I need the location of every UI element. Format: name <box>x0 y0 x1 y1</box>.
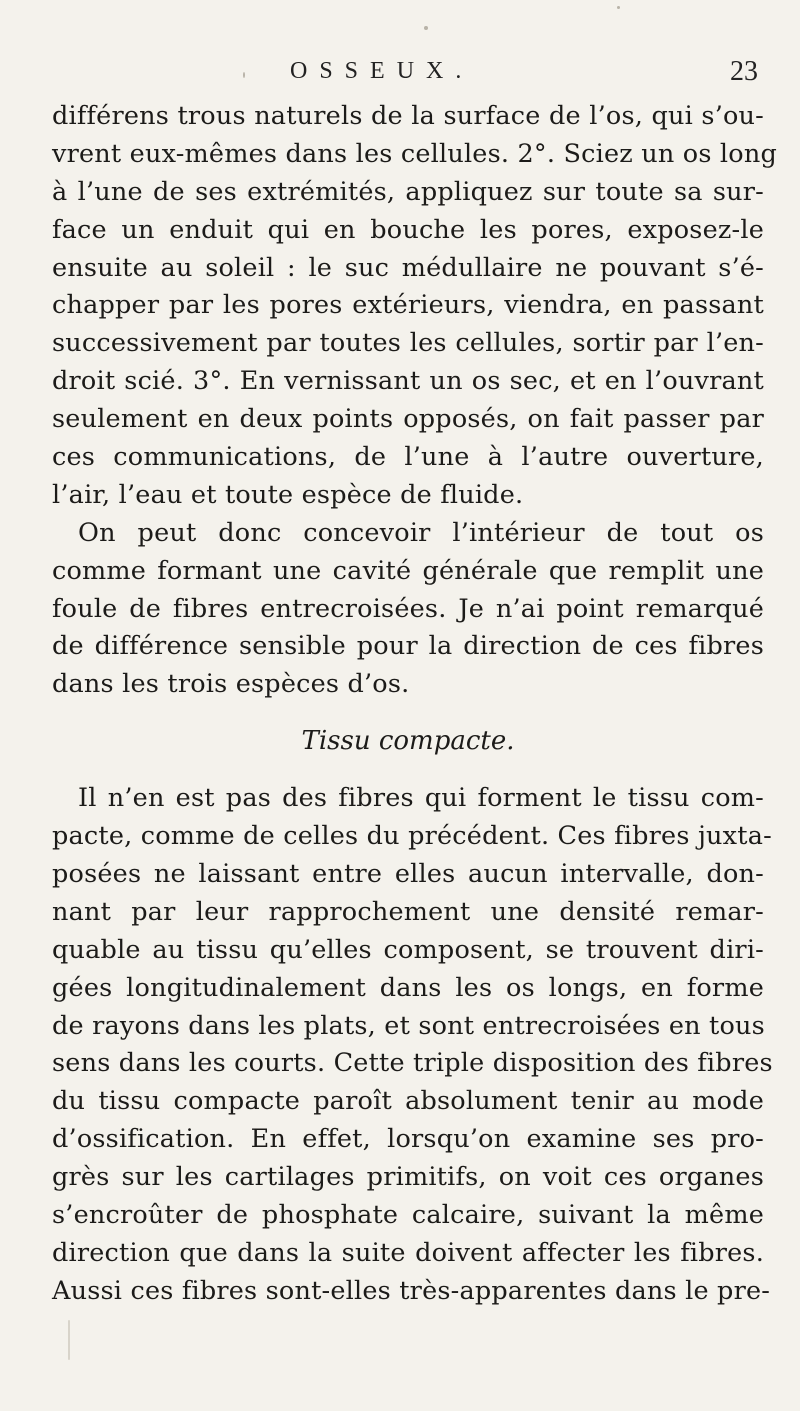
paper-speck <box>243 72 245 78</box>
text-line: du tissu compacte paroît absolument tenir au mode <box>52 1086 764 1117</box>
text-line: ces communications, de l’une à l’autre ouverture, <box>52 442 764 473</box>
paper-speck <box>617 6 620 9</box>
text-line: comme formant une cavité générale que remplit une <box>52 555 764 586</box>
text-line: d’ossification. En effet, lorsqu’on examine ses pro- <box>52 1124 764 1155</box>
text-line: Aussi ces fibres sont-elles très-apparentes dans le pre- <box>52 1275 771 1306</box>
text-line: direction que dans la suite doivent affecter les fibres. <box>52 1237 764 1268</box>
text-line: s’encroûter de phosphate calcaire, suivant la même <box>52 1200 764 1231</box>
text-line: à l’une de ses extrémités, appliquez sur toute sa sur- <box>52 176 764 207</box>
text-line: posées ne laissant entre elles aucun intervalle, don- <box>52 859 764 890</box>
text-line: vrent eux-mêmes dans les cellules. 2°. Sciez un os long <box>52 138 777 169</box>
text-line: gées longitudinalement dans les os longs, en forme <box>52 972 764 1003</box>
text-line: grès sur les cartilages primitifs, on voit ces organes <box>52 1162 764 1193</box>
text-line: de différence sensible pour la direction de ces fibres <box>52 631 764 662</box>
text-line: différens trous naturels de la surface de l’os, qui s’ou- <box>52 101 764 131</box>
body-text <box>52 98 777 1311</box>
paragraph-3 <box>52 780 773 1310</box>
text-line: pacte, comme de celles du précédent. Ces fibres juxta- <box>52 821 772 852</box>
text-line: droit scié. 3°. En vernissant un os sec, et en l’ouvrant <box>52 366 764 397</box>
running-head: OSSEUX. <box>290 58 474 84</box>
page-number: 23 <box>730 56 758 87</box>
page-header <box>0 58 800 98</box>
paper-speck <box>68 1320 70 1360</box>
text-line: nant par leur rapprochement une densité remar- <box>52 896 764 927</box>
text-line: sens dans les courts. Cette triple disposition des fibres <box>52 1048 773 1079</box>
text-line: foule de fibres entrecroisées. Je n’ai point remarqué <box>52 593 764 624</box>
section-heading: Tissu compacte. <box>301 726 515 757</box>
text-line: chapper par les pores extérieurs, viendra, en passant <box>52 290 764 321</box>
text-line: de rayons dans les plats, et sont entrecroisées en tous <box>52 1010 765 1041</box>
paragraph-1 <box>52 98 777 515</box>
text-line: dans les trois espèces d’os. <box>52 669 410 700</box>
text-line: seulement en deux points opposés, on fait passer par <box>52 404 764 435</box>
text-line: l’air, l’eau et toute espèce de fluide. <box>52 479 524 510</box>
paragraph-2 <box>52 515 764 704</box>
text-line: quable au tissu qu’elles composent, se trouvent diri- <box>52 934 764 965</box>
text-line: On peut donc concevoir l’intérieur de tout os <box>78 517 764 548</box>
text-line: Il n’en est pas des fibres qui forment le tissu com- <box>78 783 764 814</box>
text-line: ensuite au soleil : le suc médullaire ne pouvant s’é- <box>52 252 764 283</box>
text-line: successivement par toutes les cellules, sortir par l’en- <box>52 328 764 359</box>
paper-speck <box>424 26 428 30</box>
text-line: face un enduit qui en bouche les pores, exposez-le <box>52 214 764 245</box>
